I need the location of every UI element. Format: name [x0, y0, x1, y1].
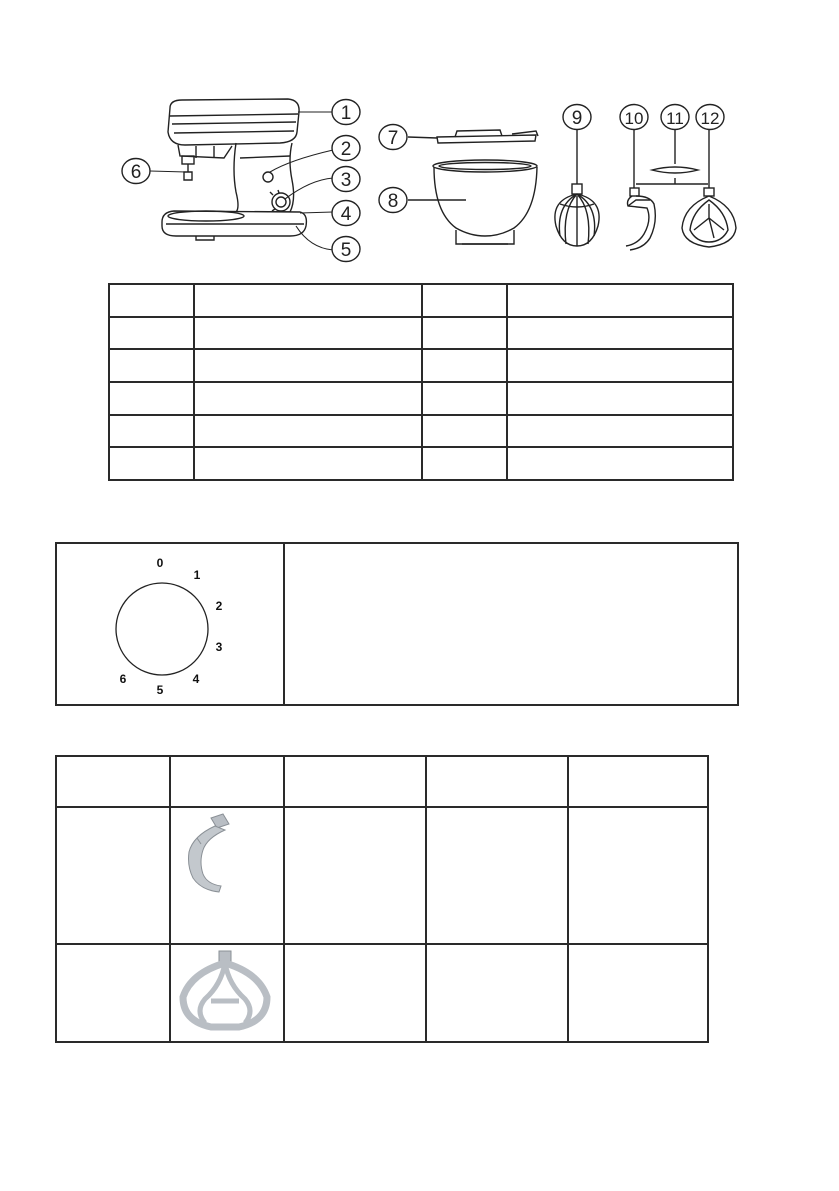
table-row: [109, 317, 733, 350]
svg-text:3: 3: [340, 170, 352, 191]
speed-label-0: 0: [156, 556, 164, 570]
table-row: [109, 382, 733, 415]
flat-beater-illustration: [682, 128, 736, 247]
svg-text:1: 1: [340, 103, 352, 124]
parts-diagram: [0, 0, 839, 280]
whisk-illustration: [555, 128, 599, 246]
svg-text:2: 2: [340, 139, 352, 160]
svg-text:9: 9: [571, 108, 583, 129]
speed-label-6: 6: [119, 672, 127, 686]
table-row: [56, 756, 708, 807]
svg-text:12: 12: [700, 109, 720, 128]
flat-beater-photo: [171, 945, 281, 1035]
callout-2: [332, 136, 360, 161]
speed-label-1: 1: [193, 568, 201, 582]
mixing-bowl-illustration: [408, 160, 537, 244]
table-row: [109, 415, 733, 448]
svg-text:11: 11: [666, 109, 684, 128]
accessory-cover-illustration: [636, 128, 708, 184]
callout-3: [332, 167, 360, 192]
dough-hook-photo: [171, 808, 281, 898]
table-row: [109, 349, 733, 382]
callout-6: [122, 159, 150, 184]
svg-text:8: 8: [387, 191, 399, 212]
svg-text:10: 10: [624, 109, 644, 128]
callout-8: [379, 188, 407, 213]
table-row: [56, 944, 708, 1042]
table-row: [109, 284, 733, 317]
callout-1: [332, 100, 360, 125]
svg-text:4: 4: [340, 204, 352, 225]
callout-7: [379, 125, 407, 150]
splash-guard-illustration: [408, 130, 538, 143]
callout-11: [661, 105, 689, 130]
svg-text:5: 5: [340, 240, 352, 261]
speed-label-4: 4: [192, 672, 200, 686]
speed-label-2: 2: [215, 599, 223, 613]
dough-hook-illustration: [626, 128, 655, 250]
speed-label-5: 5: [156, 683, 164, 697]
callout-5: [332, 237, 360, 262]
svg-text:6: 6: [130, 162, 142, 183]
parts-table: [108, 283, 734, 481]
accessory-table: [55, 755, 709, 1043]
callout-9: [563, 105, 591, 130]
table-row: [109, 447, 733, 480]
speed-dial-divider: [283, 544, 285, 704]
callout-4: [332, 201, 360, 226]
callout-12: [696, 105, 724, 130]
speed-dial: [100, 550, 240, 700]
svg-text:7: 7: [387, 128, 399, 149]
stand-mixer-illustration: [162, 99, 306, 240]
table-row: [56, 807, 708, 944]
speed-label-3: 3: [215, 640, 223, 654]
callout-10: [620, 105, 648, 130]
